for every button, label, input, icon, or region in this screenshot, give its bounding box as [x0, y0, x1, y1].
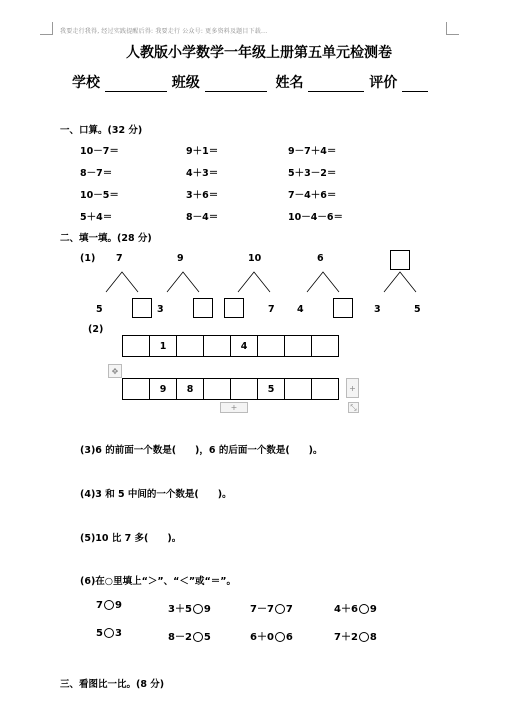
compare-problem — [96, 600, 122, 611]
compare-problem — [168, 628, 211, 643]
number-cell[interactable] — [284, 335, 312, 357]
compare-left: 4＋6 — [334, 604, 358, 615]
compare-right: 9 — [114, 600, 122, 611]
arithmetic-problem: 7－4＋6＝ — [288, 190, 337, 201]
compare-circle[interactable] — [359, 604, 369, 614]
compare-problem — [168, 600, 211, 615]
compare-right: 7 — [285, 604, 293, 615]
number-cell[interactable] — [311, 378, 339, 400]
bond-left-number: 3 — [157, 304, 164, 315]
number-cell: 5 — [257, 378, 285, 400]
header-note: 我要走行我得, 经过实践提醒后得: 我要走行 公众号: 更多资料及题目下载... — [60, 28, 268, 35]
bond-top-number: 10 — [248, 253, 262, 264]
bond-answer-box[interactable] — [132, 298, 152, 318]
bond-answer-box[interactable] — [193, 298, 213, 318]
bond-answer-box[interactable] — [224, 298, 244, 318]
number-cell[interactable] — [203, 335, 231, 357]
compare-right: 3 — [114, 628, 122, 639]
q1-label: (1) — [80, 253, 96, 264]
bond-answer-box[interactable] — [333, 298, 353, 318]
bond-answer-box[interactable] — [390, 250, 410, 270]
number-cell[interactable] — [257, 335, 285, 357]
compare-right: 9 — [369, 604, 377, 615]
compare-right: 8 — [369, 632, 377, 643]
compare-right: 9 — [203, 604, 211, 615]
bond-right-number: 7 — [268, 304, 275, 315]
question-5: (5)10 比 7 多( )。 — [80, 533, 182, 544]
arithmetic-problem: 10－4－6＝ — [288, 212, 343, 223]
compare-left: 6＋0 — [250, 632, 274, 643]
table-move-handle[interactable]: ✥ — [108, 364, 122, 378]
number-cell[interactable] — [176, 335, 204, 357]
bond-left-number: 3 — [374, 304, 381, 315]
number-cell: 9 — [149, 378, 177, 400]
q2-label: (2) — [88, 324, 104, 335]
add-row-button[interactable]: + — [220, 402, 248, 413]
arithmetic-problem: 9－7＋4＝ — [288, 146, 337, 157]
arithmetic-problem: 3＋6＝ — [186, 190, 219, 201]
page-title: 人教版小学数学一年级上册第五单元检测卷 — [126, 45, 392, 61]
number-cell[interactable] — [311, 335, 339, 357]
name-label: 姓名 — [275, 75, 304, 91]
number-cell[interactable] — [122, 378, 150, 400]
bond-left-number: 4 — [297, 304, 304, 315]
bond-left-number: 5 — [96, 304, 103, 315]
number-cell: 1 — [149, 335, 177, 357]
bond-top-number: 9 — [177, 253, 184, 264]
compare-circle[interactable] — [275, 604, 285, 614]
bond-right-number: 5 — [414, 304, 421, 315]
arithmetic-problem: 10－7＝ — [80, 146, 119, 157]
bond-top-number: 7 — [116, 253, 123, 264]
compare-problem — [96, 628, 122, 639]
class-label: 班级 — [171, 75, 200, 91]
compare-circle[interactable] — [104, 600, 114, 610]
number-cell: 8 — [176, 378, 204, 400]
compare-problem — [250, 600, 293, 615]
compare-circle[interactable] — [193, 604, 203, 614]
table-resize-handle[interactable]: ⤡ — [348, 402, 359, 413]
number-row-1 — [122, 335, 339, 357]
compare-left: 3＋5 — [168, 604, 192, 615]
compare-problem — [334, 600, 377, 615]
section2-heading: 二、填一填。(28 分) — [60, 233, 152, 244]
compare-left: 7＋2 — [334, 632, 358, 643]
arithmetic-problem: 5＋3－2＝ — [288, 168, 337, 179]
number-cell[interactable] — [284, 378, 312, 400]
number-cell[interactable] — [203, 378, 231, 400]
arithmetic-problem: 5＋4＝ — [80, 212, 113, 223]
number-cell[interactable] — [122, 335, 150, 357]
number-row-2 — [122, 378, 339, 400]
compare-left: 5 — [96, 628, 103, 639]
compare-left: 7－7 — [250, 604, 274, 615]
question-3: (3)6 的前面一个数是( )，6 的后面一个数是( )。 — [80, 445, 323, 456]
compare-left: 7 — [96, 600, 103, 611]
compare-right: 6 — [285, 632, 293, 643]
number-cell: 4 — [230, 335, 258, 357]
compare-circle[interactable] — [193, 632, 203, 642]
add-column-button[interactable]: + — [346, 378, 359, 398]
compare-left: 8－2 — [168, 632, 192, 643]
section3-heading: 三、看图比一比。(8 分) — [60, 679, 165, 690]
number-cell[interactable] — [230, 378, 258, 400]
compare-circle[interactable] — [104, 628, 114, 638]
arithmetic-problem: 8－4＝ — [186, 212, 219, 223]
section1-heading: 一、口算。(32 分) — [60, 125, 143, 136]
compare-circle[interactable] — [275, 632, 285, 642]
arithmetic-problem: 4＋3＝ — [186, 168, 219, 179]
arithmetic-problem: 10－5＝ — [80, 190, 119, 201]
bond-top-number: 6 — [317, 253, 324, 264]
arithmetic-problem: 9＋1＝ — [186, 146, 219, 157]
compare-problem — [334, 628, 377, 643]
compare-problem — [250, 628, 293, 643]
question-4: (4)3 和 5 中间的一个数是( )。 — [80, 489, 232, 500]
compare-right: 5 — [203, 632, 211, 643]
arithmetic-problem: 8－7＝ — [80, 168, 113, 179]
question-6: (6)在○里填上“＞”、“＜”或“＝”。 — [80, 576, 237, 587]
school-label: 学校 — [72, 75, 100, 91]
score-label: 评价 — [369, 75, 398, 91]
compare-circle[interactable] — [359, 632, 369, 642]
